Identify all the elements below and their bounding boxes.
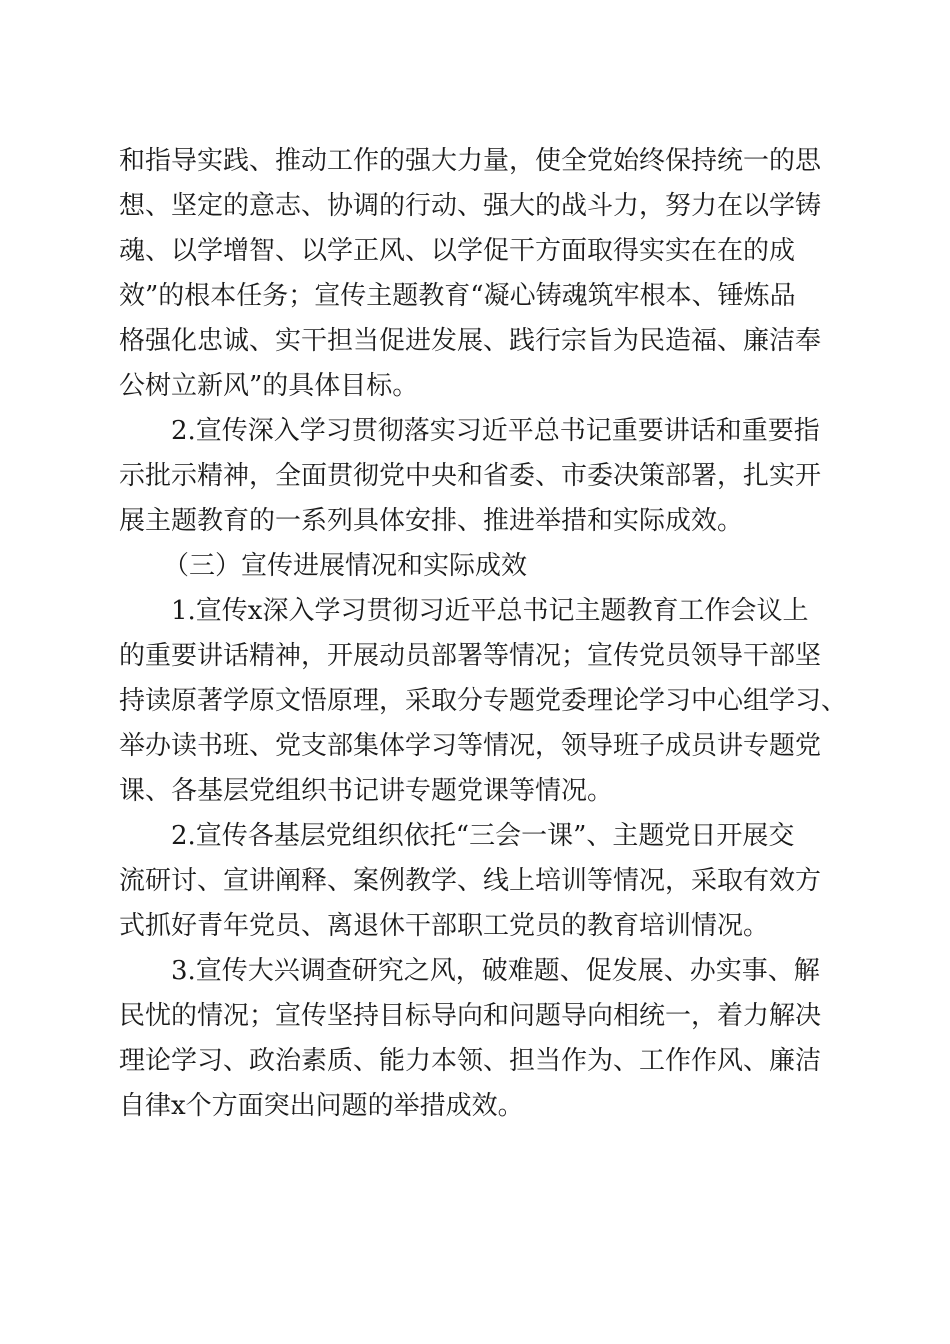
paragraph-line: 效”的根本任务；宣传主题教育“凝心铸魂筑牢根本、锤炼品 [119, 281, 796, 311]
paragraph-line: 理论学习、政治素质、能力本领、担当作为、工作作风、廉洁 [119, 1046, 822, 1076]
document-body [119, 139, 848, 1129]
paragraph-line: 公树立新风”的具体目标。 [119, 371, 419, 401]
paragraph-line: 2.宣传深入学习贯彻落实习近平总书记重要讲话和重要指 [171, 416, 820, 446]
paragraph-line: 课、各基层党组织书记讲专题党课等情况。 [119, 776, 614, 806]
paragraph-line: 自律x个方面突出问题的举措成效。 [119, 1091, 524, 1121]
paragraph-line: 想、坚定的意志、协调的行动、强大的战斗力，努力在以学铸 [119, 191, 822, 221]
paragraph-line: 格强化忠诚、实干担当促进发展、践行宗旨为民造福、廉洁奉 [119, 326, 822, 356]
paragraph-line: 和指导实践、推动工作的强大力量，使全党始终保持统一的思 [119, 146, 822, 176]
paragraph-line: 魂、以学增智、以学正风、以学促干方面取得实实在在的成 [119, 236, 796, 266]
paragraph-line: 3.宣传大兴调查研究之风，破难题、促发展、办实事、解 [171, 956, 820, 986]
paragraph-line: 民忧的情况；宣传坚持目标导向和问题导向相统一，着力解决 [119, 1001, 822, 1031]
section-heading: （三）宣传进展情况和实际成效 [163, 551, 528, 581]
paragraph-line: 举办读书班、党支部集体学习等情况，领导班子成员讲专题党 [119, 731, 822, 761]
paragraph-line: 示批示精神，全面贯彻党中央和省委、市委决策部署，扎实开 [119, 461, 822, 491]
paragraph-line: 2.宣传各基层党组织依托“三会一课”、主题党日开展交 [171, 821, 795, 851]
paragraph-line: 1.宣传x深入学习贯彻习近平总书记主题教育工作会议上 [171, 596, 809, 626]
paragraph-line: 的重要讲话精神，开展动员部署等情况；宣传党员领导干部坚 [119, 641, 822, 671]
paragraph-line: 持读原著学原文悟原理，采取分专题党委理论学习中心组学习、 [119, 686, 848, 716]
paragraph-line: 流研讨、宣讲阐释、案例教学、线上培训等情况，采取有效方 [119, 866, 822, 896]
paragraph-line: 式抓好青年党员、离退休干部职工党员的教育培训情况。 [119, 911, 770, 941]
paragraph-line: 展主题教育的一系列具体安排、推进举措和实际成效。 [119, 506, 744, 536]
